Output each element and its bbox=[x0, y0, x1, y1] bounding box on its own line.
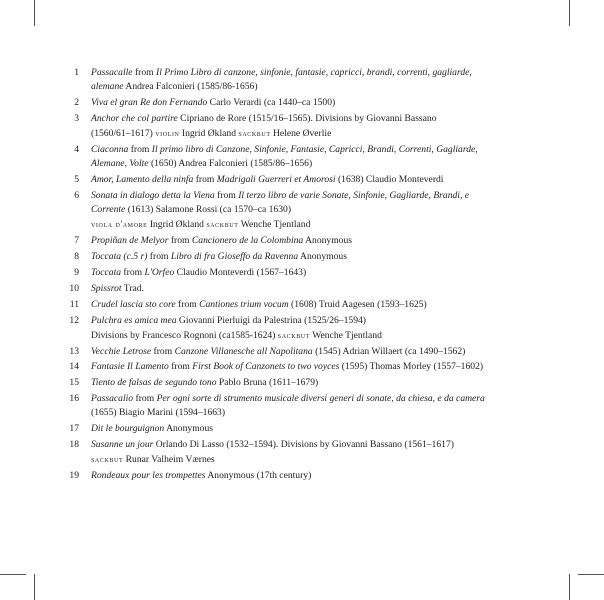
track-description bbox=[91, 392, 572, 420]
work-title: Propiñan de Melyor bbox=[91, 234, 169, 246]
track-text: (1655) Biagio Marini (1594–1663) bbox=[91, 407, 226, 419]
instrument-label: viola d'amore bbox=[91, 218, 148, 229]
track-description bbox=[91, 173, 572, 187]
work-title: Dit le bourguignon bbox=[91, 423, 165, 435]
track-description bbox=[91, 376, 572, 390]
track-description bbox=[91, 66, 572, 94]
track-description bbox=[91, 112, 572, 141]
track-text: Giovanni Pierluigi da Palestrina (1525/26–1594) bbox=[176, 314, 366, 326]
track-line bbox=[91, 298, 572, 312]
track-item bbox=[52, 282, 572, 296]
track-text: Anonymous (17th century) bbox=[205, 470, 312, 482]
track-text: Ingrid Økland bbox=[147, 218, 207, 230]
work-title: Il Primo Libro di canzone, sinfonie, fantasie, capricci, brandi, correnti, gagliarde, bbox=[156, 67, 472, 78]
track-number: 2 bbox=[74, 96, 79, 108]
track-text: from bbox=[168, 361, 193, 373]
track-text: (1650) Andrea Falconieri (1585/86–1656) bbox=[148, 157, 313, 169]
track-item bbox=[52, 189, 572, 232]
work-title: Sonata in dialogo detta la Viena bbox=[91, 189, 215, 201]
work-title: Il primo libro di Canzone, Sinfonie, Fantasie, Capricci, Brandi, Correnti, Gagliarde, bbox=[151, 143, 478, 155]
work-title: Pulchra es amica mea bbox=[91, 314, 177, 326]
track-text: from bbox=[121, 266, 145, 278]
track-number: 12 bbox=[69, 314, 79, 326]
track-number: 11 bbox=[69, 298, 79, 310]
track-text: Orlando Di Lasso (1532–1594). Divisions by Giovanni Bassano (1561–1617) bbox=[153, 439, 454, 451]
track-line bbox=[91, 96, 572, 110]
track-line bbox=[91, 157, 572, 171]
track-text: from bbox=[147, 250, 171, 262]
track-number: 5 bbox=[74, 173, 79, 185]
track-line bbox=[91, 469, 572, 483]
work-title: Spissrot bbox=[91, 282, 122, 294]
track-description bbox=[91, 234, 572, 248]
track-description bbox=[91, 345, 572, 359]
work-title: L'Orfeo bbox=[144, 266, 175, 278]
crop-mark-bottom-left bbox=[34, 574, 35, 600]
track-line bbox=[91, 438, 572, 452]
track-line bbox=[91, 392, 572, 406]
track-text: Runar Valheim Værnes bbox=[123, 454, 215, 466]
track-number: 15 bbox=[69, 377, 79, 389]
track-number: 19 bbox=[69, 470, 79, 482]
crop-mark-bottom-left-horizontal bbox=[0, 574, 26, 575]
track-text: Ingrid Økland bbox=[179, 127, 239, 139]
track-item bbox=[52, 345, 572, 359]
track-line bbox=[91, 189, 572, 203]
track-item bbox=[52, 66, 572, 94]
track-item bbox=[52, 314, 572, 343]
track-text: Cipriano de Rore (1515/16–1565). Divisions by Giovanni Bassano bbox=[177, 112, 437, 124]
track-text: Helene Øverlie bbox=[270, 127, 332, 139]
track-text: Pablo Bruna (1611–1679) bbox=[216, 377, 319, 389]
track-text: from bbox=[132, 67, 157, 78]
track-description bbox=[91, 422, 572, 436]
track-text: Anonymous bbox=[164, 423, 213, 435]
track-line bbox=[91, 376, 572, 390]
work-title: Corrente bbox=[91, 203, 126, 215]
work-title: Il terzo libro de varie Sonate, Sinfonie, Gagliarde, Brandi, e bbox=[238, 189, 470, 201]
track-description bbox=[91, 314, 572, 343]
track-text: Andrea Falconieri (1585/86-1656) bbox=[123, 81, 258, 93]
work-title: Fantasie Il Lamento bbox=[91, 361, 169, 373]
track-list bbox=[52, 66, 572, 485]
track-text: Carlo Verardi (ca 1440–ca 1500) bbox=[207, 96, 336, 108]
work-title: Amor, Lamento della ninfa bbox=[91, 173, 194, 185]
work-title: Toccata bbox=[91, 266, 122, 278]
work-title: Libro di fra Gioseffo da Ravenna bbox=[170, 250, 299, 262]
track-description bbox=[91, 438, 572, 467]
track-description bbox=[91, 266, 572, 280]
track-number: 1 bbox=[74, 67, 79, 78]
track-line bbox=[91, 266, 572, 280]
work-title: Rondeaux pour les trompettes bbox=[91, 470, 206, 482]
track-line bbox=[91, 112, 572, 126]
crop-mark-bottom-right bbox=[569, 574, 570, 600]
track-item bbox=[52, 422, 572, 436]
track-item bbox=[52, 250, 572, 264]
track-line bbox=[91, 422, 572, 436]
track-description bbox=[91, 360, 572, 374]
track-number: 16 bbox=[69, 393, 79, 405]
work-title: Alemane, Volte bbox=[91, 157, 149, 169]
track-text: from bbox=[175, 298, 200, 310]
track-text: Anonymous bbox=[303, 234, 352, 246]
work-title: Cancionero de la Colombina bbox=[191, 234, 304, 246]
work-title: Viva el gran Re don Fernando bbox=[91, 96, 208, 108]
track-number: 17 bbox=[69, 423, 79, 435]
track-description bbox=[91, 298, 572, 312]
track-line bbox=[91, 234, 572, 248]
track-text: Claudio Monteverdi (1567–1643) bbox=[174, 266, 307, 278]
track-description bbox=[91, 189, 572, 232]
instrument-label: sackbut bbox=[91, 454, 124, 465]
track-line bbox=[91, 217, 572, 232]
track-text: (1613) Salamone Rossi (ca 1570–ca 1630) bbox=[125, 203, 292, 215]
track-text: from bbox=[151, 345, 175, 357]
track-item bbox=[52, 143, 572, 171]
instrument-label: sackbut bbox=[206, 218, 239, 229]
track-text: (1638) Claudio Monteverdi bbox=[335, 173, 444, 185]
track-line bbox=[91, 452, 572, 467]
track-description bbox=[91, 469, 572, 483]
track-text: from bbox=[133, 393, 157, 405]
track-number: 7 bbox=[74, 234, 79, 246]
track-text: (1595) Thomas Morley (1557–1602) bbox=[339, 361, 484, 373]
track-item bbox=[52, 360, 572, 374]
track-text: Divisions by Francesco Rognoni (ca1585-1624) bbox=[91, 329, 278, 341]
instrument-label: violin bbox=[155, 127, 180, 138]
track-text: Anonymous bbox=[298, 250, 347, 262]
work-title: Passacalle bbox=[91, 67, 133, 78]
track-number: 6 bbox=[74, 189, 79, 201]
work-title: Anchor che col partire bbox=[91, 112, 178, 124]
track-number: 4 bbox=[74, 143, 79, 155]
instrument-label: sackbut bbox=[238, 127, 271, 138]
track-item bbox=[52, 298, 572, 312]
track-text: (1545) Adrian Willaert (ca 1490–1562) bbox=[312, 345, 466, 357]
track-text: Wenche Tjentland bbox=[238, 218, 311, 230]
track-line bbox=[91, 143, 572, 157]
track-line bbox=[91, 66, 572, 80]
track-text: from bbox=[168, 234, 192, 246]
track-item bbox=[52, 392, 572, 420]
work-title: Susanne un jour bbox=[91, 439, 154, 451]
track-line bbox=[91, 80, 572, 94]
instrument-label: sackbut bbox=[277, 329, 311, 340]
work-title: Per ogni sorte di strumento musicale diversi generi di sonate, da chiesa, e da camera bbox=[156, 393, 485, 405]
track-item bbox=[52, 376, 572, 390]
work-title: Passacalio bbox=[91, 393, 134, 405]
work-title: alemane bbox=[91, 81, 124, 93]
crop-mark-bottom-right-horizontal bbox=[578, 574, 604, 575]
track-text: Wenche Tjentland bbox=[310, 329, 382, 341]
track-line bbox=[91, 173, 572, 187]
track-line bbox=[91, 203, 572, 217]
work-title: Tiento de falsas de segundo tono bbox=[91, 377, 217, 389]
track-text: from bbox=[214, 189, 239, 201]
track-line bbox=[91, 126, 572, 141]
track-number: 18 bbox=[69, 439, 79, 451]
track-text: Trad. bbox=[121, 282, 144, 294]
work-title: Madrigali Guerreri et Amorosi bbox=[216, 173, 336, 185]
track-line bbox=[91, 406, 572, 420]
crop-mark-top-right bbox=[569, 0, 570, 26]
work-title: Canzone Villanesche all Napolitana bbox=[174, 345, 313, 357]
track-description bbox=[91, 250, 572, 264]
track-number: 10 bbox=[69, 282, 79, 294]
track-number: 9 bbox=[74, 266, 79, 278]
track-number: 13 bbox=[69, 345, 79, 357]
track-line bbox=[91, 360, 572, 374]
track-number: 14 bbox=[69, 361, 79, 373]
track-item bbox=[52, 112, 572, 141]
track-text: from bbox=[193, 173, 217, 185]
work-title: First Book of Canzonets to two voyces bbox=[192, 361, 340, 373]
track-item bbox=[52, 469, 572, 483]
track-item bbox=[52, 438, 572, 467]
work-title: Cantiones trium vocum bbox=[199, 298, 289, 310]
track-item bbox=[52, 234, 572, 248]
track-description bbox=[91, 96, 572, 110]
work-title: Toccata (c.5 r) bbox=[91, 250, 148, 262]
work-title: Vecchie Letrose bbox=[91, 345, 152, 357]
track-line bbox=[91, 282, 572, 296]
track-line bbox=[91, 345, 572, 359]
track-text: (1608) Truid Aagesen (1593–1625) bbox=[288, 298, 427, 310]
work-title: Ciaconna bbox=[91, 143, 129, 155]
track-number: 8 bbox=[74, 250, 79, 262]
track-item bbox=[52, 173, 572, 187]
track-item bbox=[52, 96, 572, 110]
track-text: from bbox=[128, 143, 152, 155]
crop-mark-top-left bbox=[34, 0, 35, 26]
track-item bbox=[52, 266, 572, 280]
track-description bbox=[91, 143, 572, 171]
track-line bbox=[91, 250, 572, 264]
track-number: 3 bbox=[74, 112, 79, 124]
track-line bbox=[91, 314, 572, 328]
work-title: Crudel lascia sto core bbox=[91, 298, 176, 310]
track-text: (1560/61–1617) bbox=[91, 127, 156, 139]
track-line bbox=[91, 328, 572, 343]
track-description bbox=[91, 282, 572, 296]
